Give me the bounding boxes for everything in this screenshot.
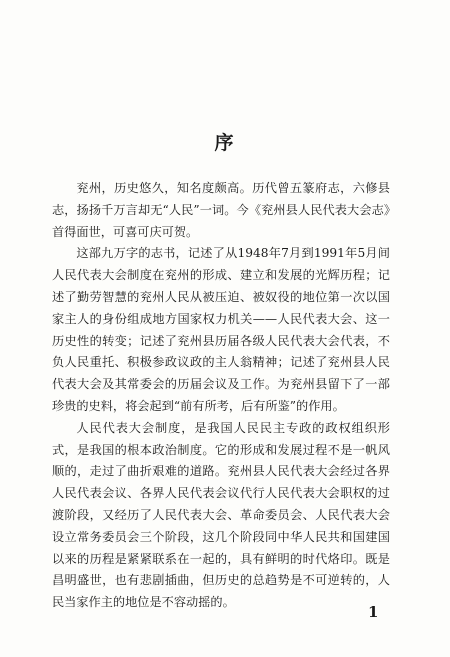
page-number: 1 xyxy=(368,603,379,621)
paragraph-3: 人民代表大会制度，是我国人民民主专政的政权组织形式，是我国的根本政治制度。它的形成和发展过程不是一帆风顺的，走过了曲折艰难的道路。兖州县人民代表大会经过各界人民代表会议、各界人民代表会议代行人民代表大会职权的过渡阶段，又经历了人民代表大会、革命委员会、人民代表大会设立常务委员会三个阶段，这几个阶段同中华人民共和国建国以来的历程是紧紧联系在一起的，具有鲜明的时代烙印。既是昌明盛世，也有悲剧插曲，但历史的总趋势是不可逆转的，人民当家作主的地位是不容动摇的。 xyxy=(52,420,390,610)
paragraph-1: 兖州，历史悠久，知名度颇高。历代曾五篆府志，六修县志，扬扬千万言却无“人民”一词。今《兖州县人民代表大会志》首得面世，可喜可庆可贺。 xyxy=(52,181,390,239)
paragraph-2: 这部九万字的志书，记述了从1948年7月到1991年5月间人民代表大会制度在兖州的形成、建立和发展的光辉历程；记述了勤劳智慧的兖州人民从被压迫、被奴役的地位第一次以国家主人的身份组成地方国家权力机关——人民代表大会、这一历史性的转变；记述了兖州县历届各级人民代表大会代表，不负人民重托、积极参政议政的主人翁精神；记述了兖州县人民代表大会及其常委会的历届会议及工作。为兖州县留下了一部珍贵的史料，将会起到“前有所考，后有所鉴”的作用。 xyxy=(52,246,390,413)
page-title: 序 xyxy=(214,132,236,154)
preface-body xyxy=(52,178,390,614)
